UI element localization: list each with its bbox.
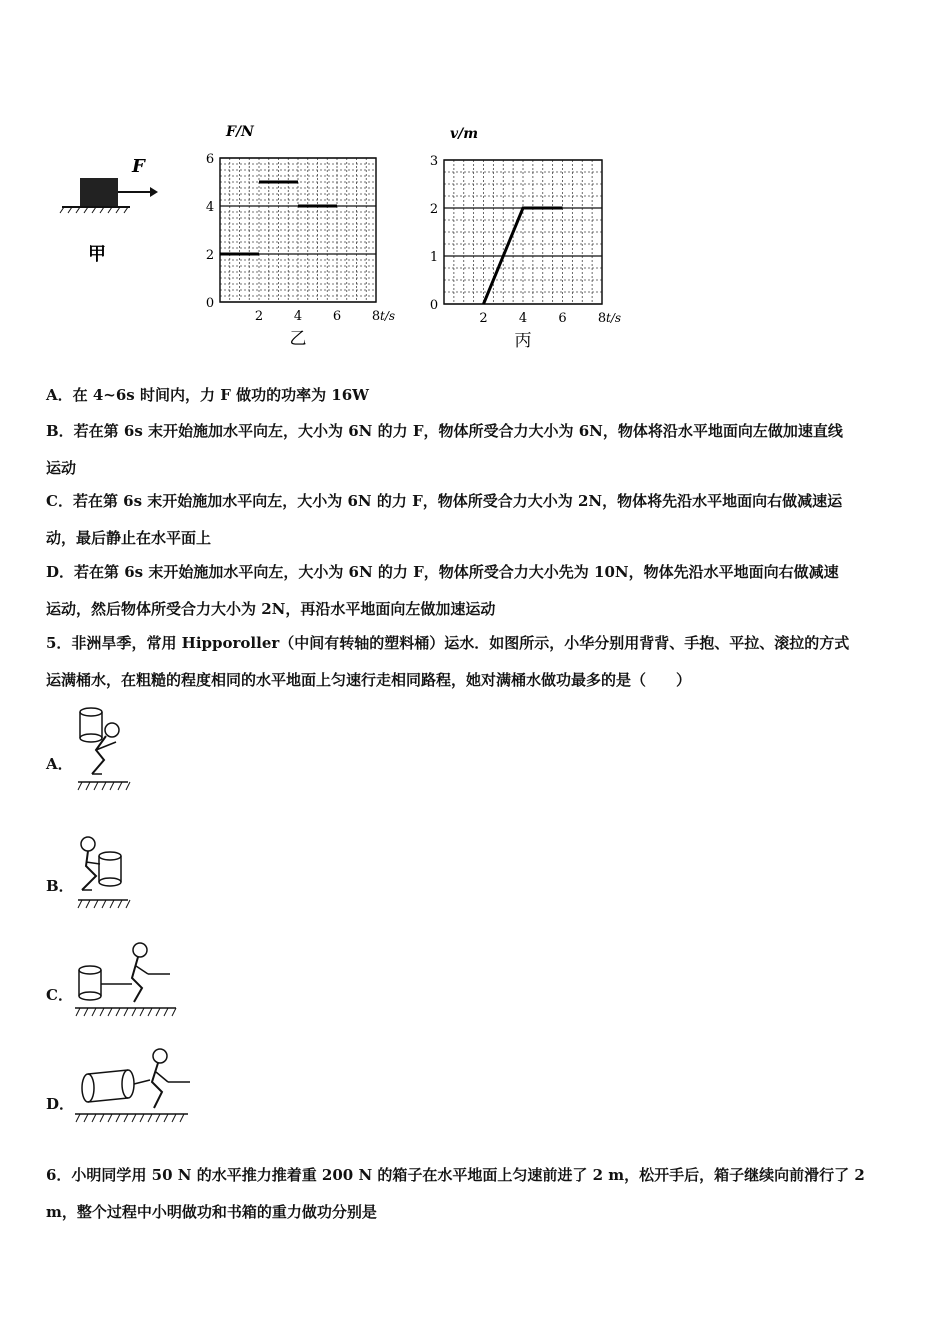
q5-option-b-figure [74,832,144,921]
x-tick-label: 6 [558,311,567,326]
x-tick-label: 2 [479,311,488,326]
q5-option-c-figure [72,938,187,1027]
caption-jia: 甲 [88,244,106,265]
y-tick-label: 2 [205,248,215,263]
x-tick-label: 6 [332,309,342,324]
q4-option-d-line2: 运动，然后物体所受合力大小为 2N，再沿水平地面向左做加速运动 [46,600,496,618]
block [80,178,118,206]
q5-stem-line2: 运满桶水，在粗糙的程度相同的水平地面上匀速行走相同路程，她对满桶水做功最多的是（ ） [46,671,692,689]
back-carry-figure [74,702,144,797]
q4-option-b-line2: 运动 [46,459,77,477]
force-label: F [132,156,145,177]
x-tick-label: 8 [597,311,607,326]
q5-stem-line1: 5．非洲旱季，常用 Hipporoller（中间有转轴的塑料桶）运水．如图所示，小华分别用背背、手抱、平拉、滚拉的方式 [46,634,850,652]
flat-pull-figure [72,938,187,1023]
y-tick-label: 0 [205,296,215,311]
x-tick-label: 2 [254,309,264,324]
y-tick-label: 4 [205,200,215,215]
arm-carry-figure [74,832,144,917]
y-axis-label: v/m [450,126,479,142]
chart-caption: 乙 [289,329,307,349]
y-tick-label: 3 [429,154,439,169]
q5-option-b-label: B． [46,877,74,895]
q6-stem-line2: m，整个过程中小明做功和书箱的重力做功分别是 [46,1203,377,1221]
chart-caption: 丙 [514,331,532,351]
x-tick-label: 4 [293,309,303,324]
x-tick-label: 8 [371,309,381,324]
y-tick-label: 2 [429,202,439,217]
q4-option-d-line1: D．若在第 6s 末开始施加水平向左，大小为 6N 的力 F，物体所受合力大小先为 10N，物体先沿水平地面向右做减速 [46,563,839,581]
y-tick-label: 0 [429,298,439,313]
roll-pull-figure [72,1046,197,1131]
q6-stem-line1: 6．小明同学用 50 N 的水平推力推着重 200 N 的箱子在水平地面上匀速前进了 2 m，松开手后，箱子继续向前滑行了 2 [46,1166,865,1184]
x-axis-label: t/s [380,309,396,323]
arrow-head-icon [150,187,158,197]
q4-option-c-line2: 动，最后静止在水平面上 [46,529,212,547]
q4-option-b-line1: B．若在第 6s 末开始施加水平向左，大小为 6N 的力 F，物体所受合力大小为 6N，物体将沿水平地面向左做加速直线 [46,422,843,440]
y-tick-label: 1 [429,250,439,265]
y-tick-label: 6 [205,152,215,167]
q5-option-c-label: C． [46,986,73,1004]
q4-option-a: A．在 4~6s 时间内，力 F 做功的功率为 16W [46,386,370,404]
x-tick-label: 4 [518,311,528,326]
q5-option-d-label: D． [46,1095,75,1113]
q5-option-a-label: A． [46,755,73,773]
chart-yi [198,112,413,352]
q4-option-c-line1: C．若在第 6s 末开始施加水平向左，大小为 6N 的力 F，物体所受合力大小为 2N，物体将先沿水平地面向右做减速运 [46,492,843,510]
chart-yi-svg [198,112,413,352]
chart-bing [422,112,642,352]
y-axis-label: F/N [226,124,254,140]
q5-option-d-figure [72,1046,197,1135]
q5-option-a-figure [74,702,144,801]
figure-jia [58,150,168,270]
block-on-ground-diagram [58,150,168,270]
x-axis-label: t/s [606,311,622,325]
chart-bing-svg [422,112,642,352]
